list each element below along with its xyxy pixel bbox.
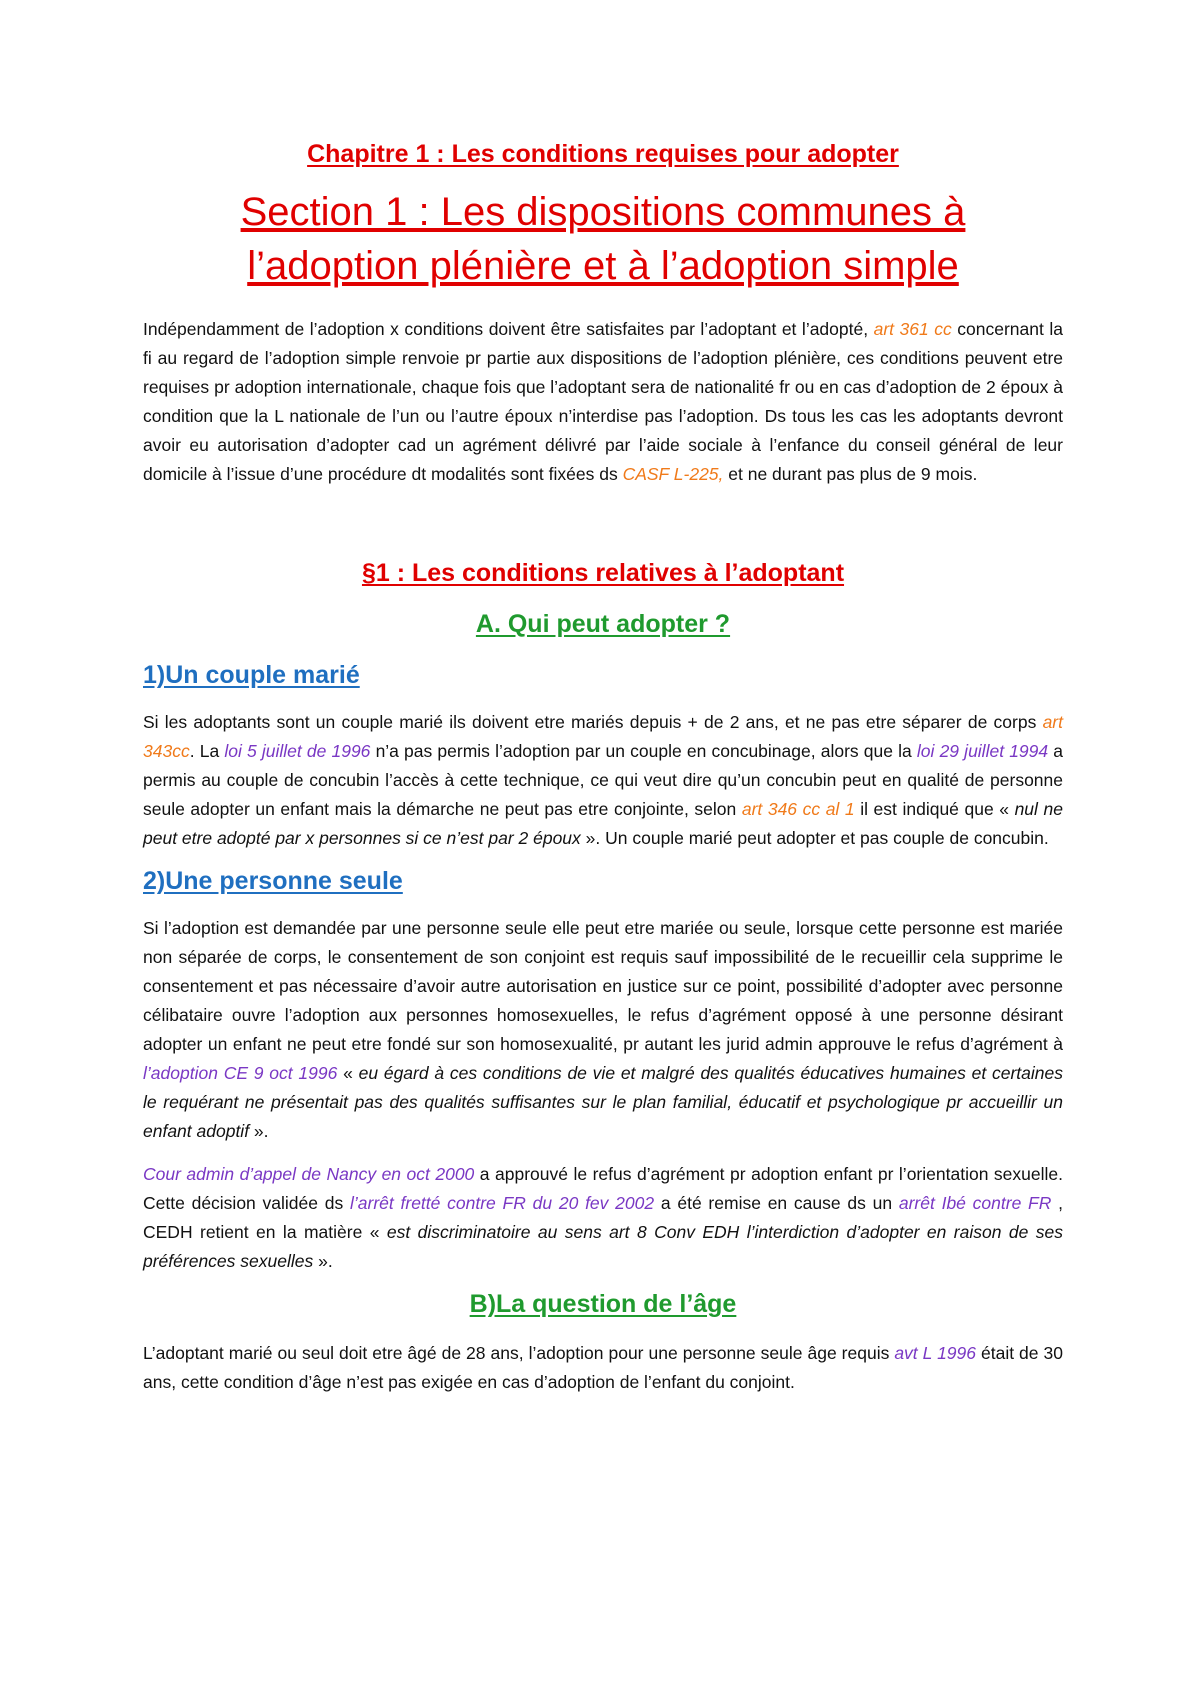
legal-reference: arrêt Ibé contre FR <box>898 1193 1052 1213</box>
quotation: nul ne peut etre adopté par x personnes si ce n’est par 2 époux <box>143 799 1063 848</box>
personne-seule-paragraph <box>143 914 1063 1146</box>
legal-reference: art 343cc <box>143 712 1063 761</box>
subsection-a-title: A. Qui peut adopter ? <box>475 610 731 638</box>
couple-marie-paragraph <box>143 708 1063 853</box>
text: n’a pas permis l’adoption par un couple en concubinage, alors que la <box>370 741 917 761</box>
text: a permis au couple de concubin l’accès à cette technique, ce qui veut dire qu’un concubin peut en qualité de personne seule adopter un enfant mais la démarche ne peut pas etre conjointe, selon <box>143 741 1064 819</box>
text: concernant la fi au regard de l’adoption simple renvoie pr partie aux dispositions de l’adoption plénière, ces conditions peuvent etre requises pr adoption internationale, chaque fois que l’adoptant sera de nationalité fr ou en cas d’adoption de 2 époux à condition que la L nationale de l’un ou l’autre époux n’interdise pas l’adoption. Ds tous les cas les adoptants devront avoir eu autorisation d’adopter cad un agrément délivré par l’aide sociale à l’enfance du conseil général de leur domicile à l’issue d’une procédure dt modalités sont fixées ds <box>143 319 1063 484</box>
legal-reference: avt L 1996 <box>894 1343 976 1363</box>
section-title-line1: Section 1 : Les dispositions communes à <box>240 190 966 234</box>
text: , CEDH retient en la matière « <box>143 1193 1064 1242</box>
legal-reference: l’arrêt fretté contre FR du 20 fev 2002 <box>350 1193 655 1213</box>
text: L’adoptant marié ou seul doit etre âgé de 28 ans, l’adoption pour une personne seule âge requis <box>143 1343 895 1363</box>
legal-reference: loi 29 juillet 1994 <box>916 741 1049 761</box>
text: Si les adoptants sont un couple marié ils doivent etre mariés depuis + de 2 ans, et ne pas etre séparer de corps <box>143 712 1043 732</box>
text: ». <box>249 1121 269 1141</box>
text: ». Un couple marié peut adopter et pas couple de concubin. <box>580 828 1049 848</box>
text: a approuvé le refus d’agrément pr adoption enfant pr l’orientation sexuelle. Cette décision validée ds <box>143 1164 1063 1213</box>
paragraph-title: §1 : Les conditions relatives à l’adoptant <box>361 559 845 587</box>
legal-reference: l’adoption CE 9 oct 1996 <box>143 1063 338 1083</box>
legal-reference: loi 5 juillet de 1996 <box>224 741 371 761</box>
text: ». <box>313 1251 333 1271</box>
text: . La <box>189 741 225 761</box>
legal-reference: Cour admin d’appel de Nancy en oct 2000 <box>143 1164 475 1184</box>
heading-couple-marie: 1)Un couple marié <box>143 661 360 689</box>
jurisprudence-paragraph <box>143 1160 1063 1276</box>
intro-paragraph <box>143 315 1063 489</box>
text: Indépendamment de l’adoption x conditions doivent être satisfaites par l’adoptant et l’adopté, <box>143 319 874 339</box>
age-paragraph <box>143 1339 1063 1397</box>
text: a été remise en cause ds un <box>654 1193 899 1213</box>
heading-personne-seule: 2)Une personne seule <box>143 867 403 895</box>
subsection-b-title: B)La question de l’âge <box>469 1290 737 1318</box>
text: Si l’adoption est demandée par une personne seule elle peut etre mariée ou seule, lorsque cette personne est mariée non séparée de corps, le consentement de son conjoint est requis sauf impossibilité de le recueillir cela supprime le consentement et pas nécessaire d’avoir autre autorisation en justice sur ce point, possibilité d’adopter avec personne célibataire ouvre l’adoption aux personnes homosexuelles, le refus d’agrément opposé à une personne désirant adopter un enfant ne peut etre fondé sur son homosexualité, pr autant les jurid admin approuve le refus d’agrément à <box>143 918 1063 1054</box>
legal-reference: art 361 cc <box>873 319 952 339</box>
text: et ne durant pas plus de 9 mois. <box>723 464 978 484</box>
section-title <box>143 185 1063 293</box>
legal-reference: art 346 cc al 1 <box>741 799 855 819</box>
text: était de 30 ans, cette condition d’âge n’est pas exigée en cas d’adoption de l’enfant du conjoint. <box>143 1343 1063 1392</box>
text: « <box>337 1063 359 1083</box>
section-title-line2: l’adoption plénière et à l’adoption simple <box>247 244 959 288</box>
quotation: est discriminatoire au sens art 8 Conv EDH l’interdiction d’adopter en raison de ses préférences sexuelles <box>143 1222 1063 1271</box>
document-page <box>143 140 1063 1397</box>
legal-reference: CASF L-225, <box>622 464 724 484</box>
chapter-title: Chapitre 1 : Les conditions requises pour adopter <box>307 140 899 168</box>
text: il est indiqué que « <box>854 799 1015 819</box>
quotation: eu égard à ces conditions de vie et malgré des qualités éducatives humaines et certaines le requérant ne présentait pas des qualités suffisantes sur le plan familial, éducatif et psychologique pr accueillir un enfant adoptif <box>143 1063 1063 1141</box>
